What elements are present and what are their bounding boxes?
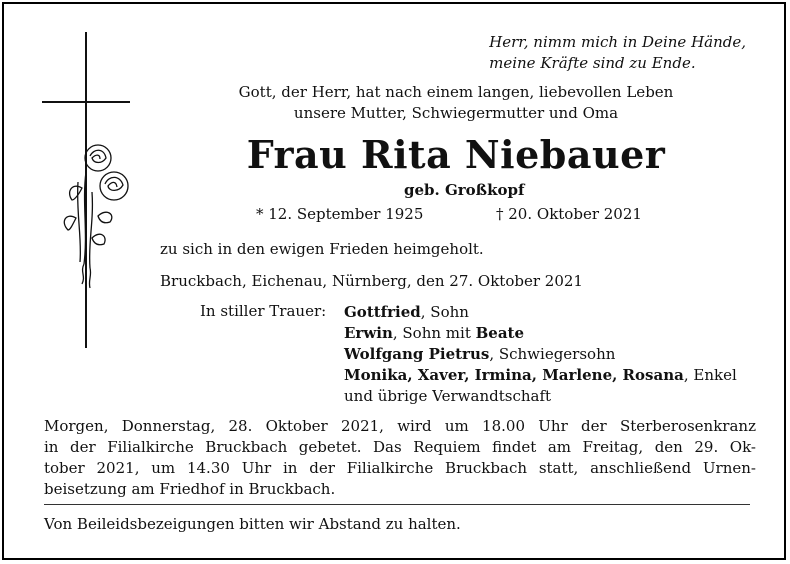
birth-date: * 12. September 1925 — [256, 205, 424, 223]
mourners-list — [344, 302, 737, 407]
obituary-notice — [2, 2, 786, 560]
mourner-line: Gottfried, Sohn — [344, 303, 469, 321]
mourning-label: In stiller Trauer: — [200, 302, 327, 320]
verse-line-2: meine Kräfte sind zu Ende. — [489, 54, 696, 72]
verse-line-1: Herr, nimm mich in Deine Hände, — [489, 33, 746, 51]
mourner-line: Monika, Xaver, Irmina, Marlene, Rosana, Enkel — [344, 366, 737, 384]
divider — [44, 504, 750, 505]
deceased-name: Frau Rita Niebauer — [246, 132, 666, 177]
service-line-3: tober 2021, um 14.30 Uhr in der Filialkirche Bruckbach statt, anschließend Urnen- — [44, 459, 756, 477]
footer-text: Von Beileidsbezeigungen bitten wir Abstand zu halten. — [44, 515, 461, 533]
mourner-line: Wolfgang Pietrus, Schwiegersohn — [344, 345, 616, 363]
service-line-2: in der Filialkirche Bruckbach gebetet. Das Requiem findet am Freitag, den 29. Ok- — [44, 438, 756, 456]
place-date: Bruckbach, Eichenau, Nürnberg, den 27. Oktober 2021 — [160, 272, 583, 290]
maiden-name: geb. Großkopf — [404, 181, 525, 199]
intro-text — [156, 82, 756, 124]
intro-line-1: Gott, der Herr, hat nach einem langen, liebevollen Leben — [238, 83, 674, 101]
service-line-1: Morgen, Donnerstag, 28. Oktober 2021, wird um 18.00 Uhr der Sterberosenkranz — [44, 417, 756, 435]
death-date: † 20. Oktober 2021 — [496, 205, 642, 223]
intro-line-2: unsere Mutter, Schwiegermutter und Oma — [293, 104, 619, 122]
peace-text: zu sich in den ewigen Frieden heimgeholt. — [160, 240, 484, 258]
cross-with-roses-icon — [42, 32, 142, 352]
mourner-line: und übrige Verwandtschaft — [344, 387, 552, 405]
verse — [489, 32, 746, 74]
service-line-4: beisetzung am Friedhof in Bruckbach. — [44, 480, 336, 498]
mourner-line: Erwin, Sohn mit Beate — [344, 324, 525, 342]
service-paragraph — [44, 416, 756, 500]
